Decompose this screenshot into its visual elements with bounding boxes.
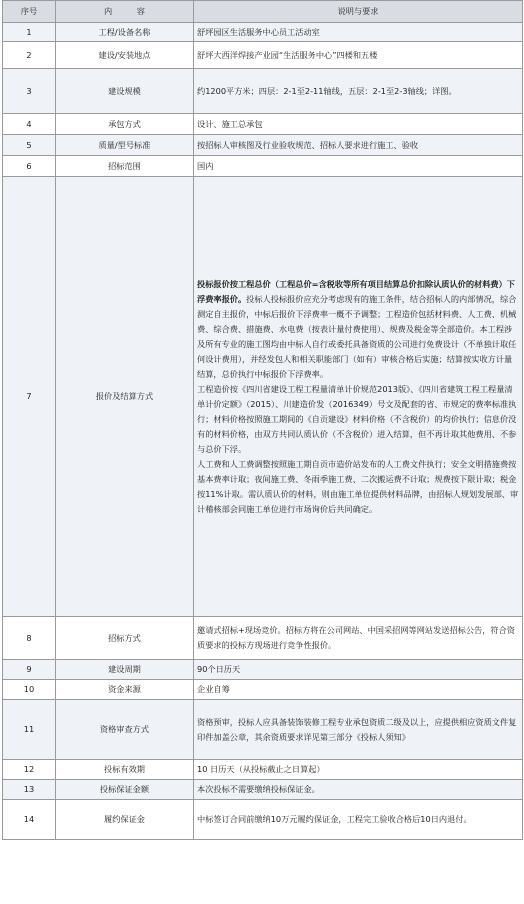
- row-number: 14: [3, 800, 56, 840]
- row-number: 6: [3, 156, 56, 177]
- table-row: [3, 617, 523, 660]
- row-desc: 资格预审，投标人应具备装饰装修工程专业承包资质二级及以上，应提供相应资质文件复印件加盖公章，其余资质要求详见第三部分《投标人须知》: [194, 700, 523, 760]
- row-item: 履约保证金: [56, 800, 194, 840]
- table-row: [3, 700, 523, 760]
- row-number: 12: [3, 760, 56, 780]
- header-item: 内 容: [56, 1, 194, 23]
- header-row: [3, 1, 523, 23]
- table-row: [3, 42, 523, 69]
- row-number: 4: [3, 114, 56, 135]
- row-number: 13: [3, 780, 56, 800]
- row-desc: 舒坪大西洋焊接产业园“生活服务中心”四楼和五楼: [194, 42, 523, 69]
- table-row: [3, 23, 523, 42]
- table-row: [3, 69, 523, 114]
- row-number: 9: [3, 660, 56, 680]
- pricing-paragraph-1: 投标人投标报价应充分考虑现有的施工条件，结合招标人的内部情况，综合测定自主报价，中标后报价下浮费率一概不予调整；工程造价包括材料费、人工费、机械费、综合费、措施费、水电费（按表计量付费使用）、规费及税金等全部造价。本工程涉及所有专业的施工图均由中标人自行或委托具备资质的公司进行免费设计（不单独计取任何设计费用），并经发包人和相关职能部门（如有）审核合格后实施；结算按实收方计量结算，总价执行中标报价下浮费率。: [197, 293, 517, 379]
- row-item: 投标有效期: [56, 760, 194, 780]
- row-item: 资格审查方式: [56, 700, 194, 760]
- table-row: [3, 156, 523, 177]
- row-item: 资金来源: [56, 680, 194, 700]
- row-number: 3: [3, 69, 56, 114]
- table-row: [3, 660, 523, 680]
- row-item: 建设/安装地点: [56, 42, 194, 69]
- requirements-table: [2, 0, 523, 840]
- row-desc: 90个日历天: [194, 660, 523, 680]
- row-desc: 设计、施工总承包: [194, 114, 523, 135]
- table-row: [3, 800, 523, 840]
- bid-pricing-rule: 投标报价按工程总价（工程总价=含税收等所有项目结算总价扣除认质认价的材料费）下浮费率报价。: [197, 278, 515, 304]
- row-number: 10: [3, 680, 56, 700]
- row-desc: 约1200平方米；四层：2-1至2-11轴线，五层：2-1至2-3轴线；详图。: [194, 69, 523, 114]
- row-desc: 本次投标不需要缴纳投标保证金。: [194, 780, 523, 800]
- row-number: 11: [3, 700, 56, 760]
- row-item: 招标方式: [56, 617, 194, 660]
- row-desc: 国内: [194, 156, 523, 177]
- table-row: [3, 135, 523, 156]
- row-desc: 10 日历天（从投标截止之日算起）: [194, 760, 523, 780]
- header-desc: 说明与要求: [194, 1, 523, 23]
- row-number: 8: [3, 617, 56, 660]
- row-number: 7: [3, 177, 56, 617]
- header-no: 序号: [3, 1, 56, 23]
- table-row: [3, 177, 523, 617]
- pricing-paragraph-3: 人工费和人工费调整按照施工期自贡市造价站发布的人工费文件执行；安全文明措施费按基本费率计取；夜间施工费、冬雨季施工费、二次搬运费不计取；规费按下限计取；税金按11%计取。需认质认价的材料，则由施工单位提供材料品牌，由招标人规划发展部、审计稽核部会同施工单位进行市场询价后共同确定。: [197, 458, 519, 514]
- row-item: 工程/设备名称: [56, 23, 194, 42]
- row-desc: 邀请式招标+现场竞价。招标方将在公司网站、中国采招网等网站发送招标公告，符合资质要求的投标方现场进行竞争性报价。: [194, 617, 523, 660]
- row-item: 承包方式: [56, 114, 194, 135]
- row-item: 质量/型号标准: [56, 135, 194, 156]
- row-desc: 企业自筹: [194, 680, 523, 700]
- pricing-paragraph-2: 工程造价按《四川省建设工程工程量清单计价规范2013版》、《四川省建筑工程工程量清单计价定额》（2015）、川建造价发（2016349）号文及配套的省、市规定的费率标准执行；材料价格按照施工期间的《自贡建设》材料价格（不含税价）的均价执行；信息价没有的材料价格，由双方共同认质认价（不含税价）进入结算，但不再计取其他费用、不参与总价下浮。: [197, 383, 517, 454]
- table-row: [3, 760, 523, 780]
- row-desc: 舒坪园区生活服务中心员工活动室: [194, 23, 523, 42]
- row-item: 招标范围: [56, 156, 194, 177]
- table-row: [3, 680, 523, 700]
- row-desc: 按招标人审核图及行业验收规范、招标人要求进行施工、验收: [194, 135, 523, 156]
- row-desc: [194, 177, 523, 617]
- row-desc: 中标签订合同前缴纳10万元履约保证金，工程完工验收合格后10日内退付。: [194, 800, 523, 840]
- table-row: [3, 114, 523, 135]
- row-item: 投标保证金额: [56, 780, 194, 800]
- table-row: [3, 780, 523, 800]
- row-number: 5: [3, 135, 56, 156]
- row-item: 建设周期: [56, 660, 194, 680]
- row-item: 建设规模: [56, 69, 194, 114]
- row-number: 2: [3, 42, 56, 69]
- row-item: 报价及结算方式: [56, 177, 194, 617]
- row-number: 1: [3, 23, 56, 42]
